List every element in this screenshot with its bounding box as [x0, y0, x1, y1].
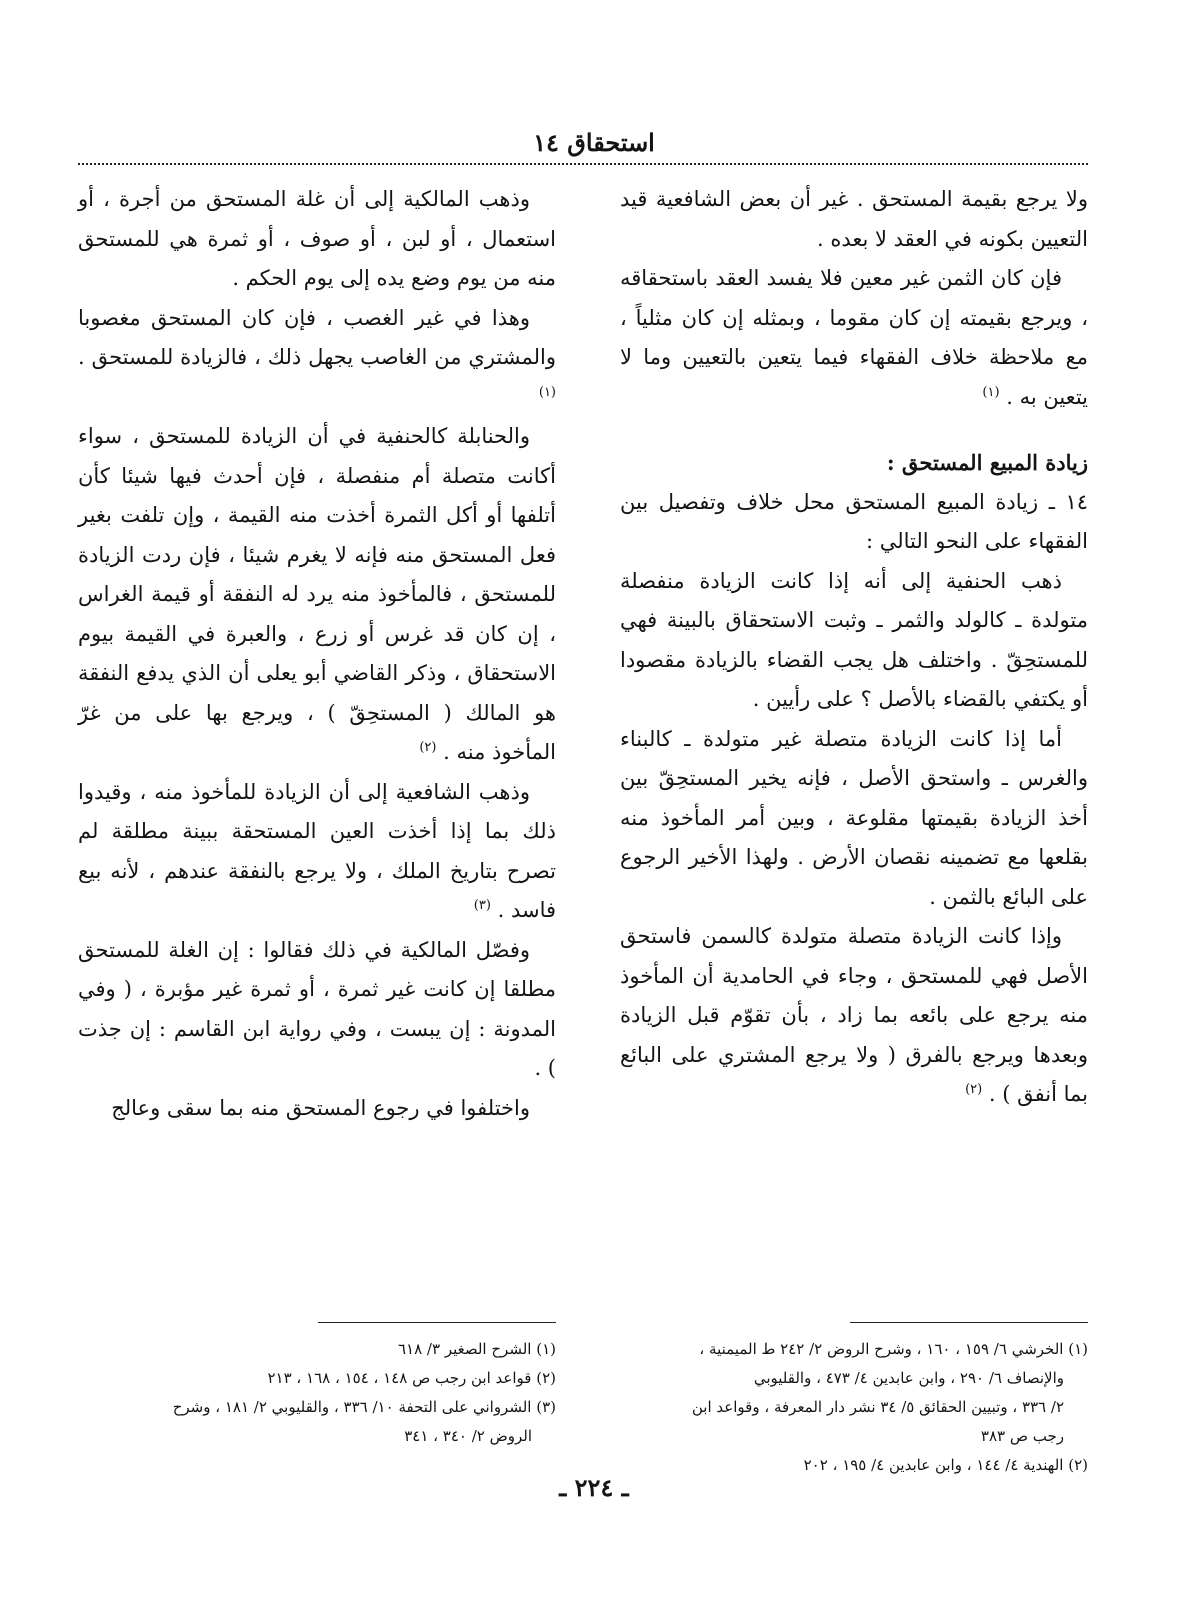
footnotes-right [620, 1335, 1088, 1480]
footnote: ٢/ ٣٣٦ ، وتبيين الحقائق ٥/ ٣٤ نشر دار المعرفة ، وقواعد ابن [691, 1398, 1064, 1416]
footnote: الروض ٢/ ٣٤٠ ، ٣٤١ [404, 1427, 532, 1445]
footnote: (٢) الهندية ٤/ ١٤٤ ، وابن عابدين ٤/ ١٩٥ ، ٢٠٢ [803, 1456, 1088, 1474]
paragraph: ولا يرجع بقيمة المستحق . غير أن بعض الشافعية قيد التعيين بكونه في العقد لا بعده . [620, 187, 1088, 251]
paragraph: فإن كان الثمن غير معين فلا يفسد العقد باستحقاقه ، ويرجع بقيمته إن كان مقوما ، وبمثله إن كان مثلياً ، مع ملاحظة خلاف الفقهاء فيما يتعين بالتعيين وما لا يتعين به . $^{(١)}$ [620, 266, 1088, 409]
footnote: رجب ص ٣٨٣ [980, 1427, 1064, 1445]
paragraph: أما إذا كانت الزيادة متصلة غير متولدة ـ كالبناء والغرس ـ واستحق الأصل ، فإنه يخير المستحِقّ بين أخذ الزيادة بقيمتها مقلوعة ، وبين أمر المأخوذ منه بقلعها مع تضمينه نقصان الأرض . ولهذا الأخير الرجوع على البائع بالثمن . [620, 726, 1088, 909]
page-number: ـ ٢٢٤ ـ [559, 1473, 629, 1502]
footnote-marker: (١) [538, 384, 556, 400]
footnote: (٣) الشرواني على التحفة ١٠/ ٣٣٦ ، والقليوبي ٢/ ١٨١ ، وشرح [172, 1398, 556, 1416]
left-column [78, 180, 556, 1128]
paragraph: وفصّل المالكية في ذلك فقالوا : إن الغلة للمستحق مطلقا إن كانت غير ثمرة ، أو ثمرة غير مؤبرة ، ( وفي المدونة : إن يبست ، وفي رواية ابن القاسم : إن جذت ) . [78, 937, 556, 1080]
paragraph: وذهب المالكية إلى أن غلة المستحق من أجرة ، أو استعمال ، أو لبن ، أو صوف ، أو ثمرة هي للمستحق منه من يوم وضع يده إلى يوم الحكم . [78, 187, 556, 290]
footnote-separator-left [318, 1322, 556, 1323]
paragraph: واختلفوا في رجوع المستحق منه بما سقى وعالج [111, 1095, 530, 1120]
paragraph: ١٤ ـ زيادة المبيع المستحق محل خلاف وتفصيل بين الفقهاء على النحو التالي : [620, 489, 1088, 553]
right-column [620, 180, 1088, 1115]
paragraph: ذهب الحنفية إلى أنه إذا كانت الزيادة منفصلة متولدة ـ كالولد والثمر ـ وثبت الاستحقاق بالبينة فهي للمستحِقّ . واختلف هل يجب القضاء بالزيادة مقصودا أو يكتفي بالقضاء بالأصل ؟ على رأيين . [620, 568, 1088, 711]
footnote-marker: (٢) [419, 740, 437, 755]
paragraph: وهذا في غير الغصب ، فإن كان المستحق مغصوبا والمشتري من الغاصب يجهل ذلك ، فالزيادة للمستحق . $^{(١)}$ [78, 305, 556, 400]
paragraph: والحنابلة كالحنفية في أن الزيادة للمستحق ، سواء أكانت متصلة أم منفصلة ، فإن أحدث فيها شيئا كأن أتلفها أو أكل الثمرة أخذت منه القيمة ، وإن تلفت بغير فعل المستحق منه فإنه لا يغرم شيئا ، فإن ردت الزيادة للمستحق ، فالمأخوذ منه يرد له النفقة أو قيمة الغراس ، إن كان قد غرس أو زرع ، والعبرة في القيمة بيوم الاستحقاق ، وذكر القاضي أبو يعلى أن الذي يدفع النفقة هو المالك ( المستحِقّ ) ، ويرجع بها على من غرّ المأخوذ منه . $^{(٢)}$ [78, 424, 556, 764]
paragraph: وذهب الشافعية إلى أن الزيادة للمأخوذ منه ، وقيدوا ذلك بما إذا أخذت العين المستحقة ببينة مطلقة لم تصرح بتاريخ الملك ، ولا يرجع بالنفقة عندهم ، لأنه بيع فاسد . $^{(٣)}$ [78, 779, 556, 922]
footnote: (٢) قواعد ابن رجب ص ١٤٨ ، ١٥٤ ، ١٦٨ ، ٢١٣ [267, 1369, 556, 1387]
footnote-separator-right [850, 1322, 1088, 1323]
page-header-title: استحقاق ١٤ [533, 128, 655, 157]
footnote: (١) الشرح الصغير ٣/ ٦١٨ [397, 1340, 556, 1358]
footnotes-left [78, 1335, 556, 1451]
footnote: والإنصاف ٦/ ٢٩٠ ، وابن عابدين ٤/ ٤٧٣ ، والقليوبي [753, 1369, 1064, 1387]
header-dotted-rule [78, 163, 1088, 165]
footnote-marker: (٣) [473, 898, 491, 913]
footnote: (١) الخرشي ٦/ ١٥٩ ، ١٦٠ ، وشرح الروض ٢/ ٢٤٢ ط الميمنية ، [699, 1340, 1088, 1358]
paragraph: وإذا كانت الزيادة متصلة متولدة كالسمن فاستحق الأصل فهي للمستحق ، وجاء في الحامدية أن المأخوذ منه يرجع على بائعه بما زاد ، بأن تقوّم قبل الزيادة وبعدها ويرجع بالفرق ( ولا يرجع المشتري على البائع بما أنفق ) . $^{(٢)}$ [620, 924, 1088, 1106]
footnote-marker: (١) [982, 384, 1000, 400]
footnote-marker: (٢) [965, 1082, 983, 1097]
section-heading: زيادة المبيع المستحق : [886, 450, 1088, 475]
